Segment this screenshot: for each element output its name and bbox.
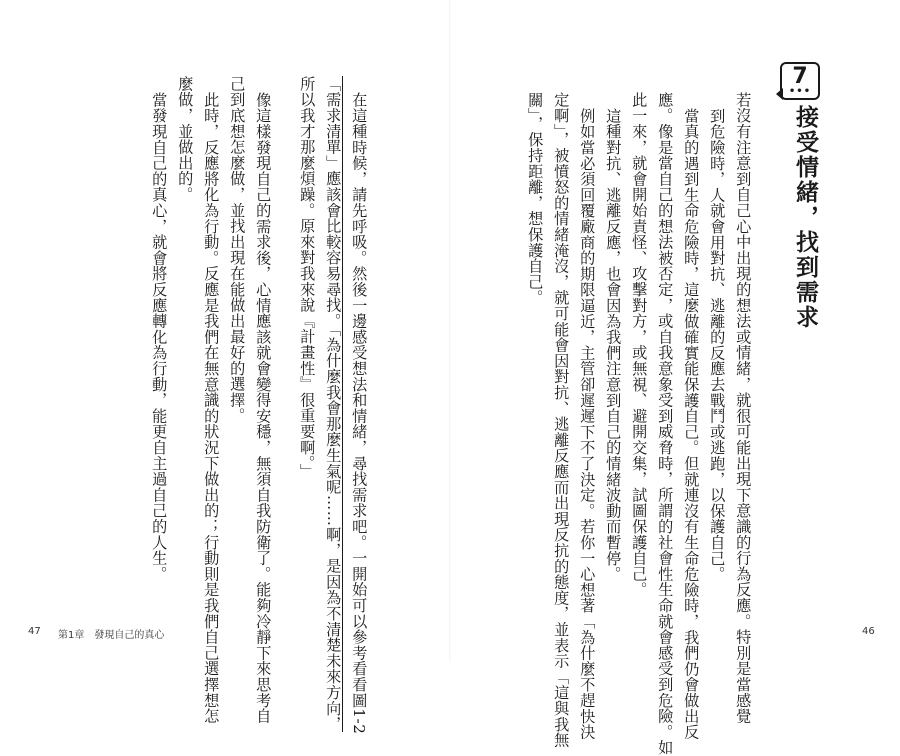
body-text-column: 這種對抗、逃離反應，也會因為我們注意到自己的情緒波動而暫停。 bbox=[604, 108, 623, 582]
body-text-column: 此一來，就會開始責怪、攻擊對方，或無視、避開交集，試圖保護自己。 bbox=[630, 92, 649, 598]
section-number: 7 bbox=[792, 64, 808, 89]
speech-bubble-tail bbox=[776, 88, 783, 100]
body-text-column: 當真的遇到生命危險時，這麼做確實能保護自己。但就連沒有生命危險時，我們仍會做出反 bbox=[682, 108, 701, 740]
speech-bubble-icon: ••• bbox=[788, 86, 812, 97]
body-text-column: 像這樣發現自己的需求後，心情應該就會變得安穩，無須自我防衛了。能夠冷靜下來思考自 bbox=[254, 92, 273, 724]
section-number-badge bbox=[780, 62, 820, 100]
body-text-column: 若沒有注意到自己心中出現的想法或情緒，就很可能出現下意識的行為反應。特別是當感覺 bbox=[734, 92, 753, 724]
body-text-column: 例如當必須回覆廠商的期限逼近，主管卻遲遲下不了決定。若你一心想著「為什麼不趕快決 bbox=[578, 108, 597, 740]
section-title: 接受情緒，找到需求 bbox=[792, 105, 818, 330]
running-header: 第1章 發現自己的真心 bbox=[58, 630, 165, 641]
body-text-column: 「需求清單」應該會比較容易尋找。「為什麼我會那麼生氣呢……啊，是因為不清楚未來方向， bbox=[324, 76, 343, 732]
page-number-right: 46 bbox=[862, 626, 875, 637]
body-text-column: 到危險時，人就會用對抗、逃離的反應去戰鬥或逃跑，以保護自己。 bbox=[708, 108, 727, 582]
body-text-column: 應。像是當自己的想法被否定，或自我意象受到威脅時，所謂的社會性生命就會感受到危險。如 bbox=[656, 92, 675, 756]
body-text-column: 所以我才那麼煩躁。原來對我來說『計畫性』很重要啊。」 bbox=[298, 76, 317, 480]
body-text-column: 麼做，並做出的。 bbox=[176, 76, 195, 203]
body-text-column: 此時，反應將化為行動。反應是我們在無意識的狀況下做出的；行動則是我們自己選擇想怎 bbox=[202, 92, 221, 724]
body-text-column: 在這種時候，請先呼吸。然後一邊感受想法和情緒，尋找需求吧。一開始可以參考看看圖1-2 bbox=[350, 92, 369, 735]
page-number-left: 47 bbox=[28, 626, 41, 637]
body-text-column: 當發現自己的真心，就會將反應轉化為行動，能更自主過自己的人生。 bbox=[150, 92, 169, 582]
page-gutter bbox=[449, 0, 451, 661]
body-text-column: 己到底想怎麼做，並找出現在能做出最好的選擇。 bbox=[228, 76, 247, 424]
body-text-column: 關」，保持距離，想保護自己。 bbox=[526, 92, 545, 306]
body-text-column: 定啊」，被憤怒的情緒淹沒，就可能會因對抗、逃離反應而出現反抗的態度，並表示「這與我無 bbox=[552, 92, 571, 748]
